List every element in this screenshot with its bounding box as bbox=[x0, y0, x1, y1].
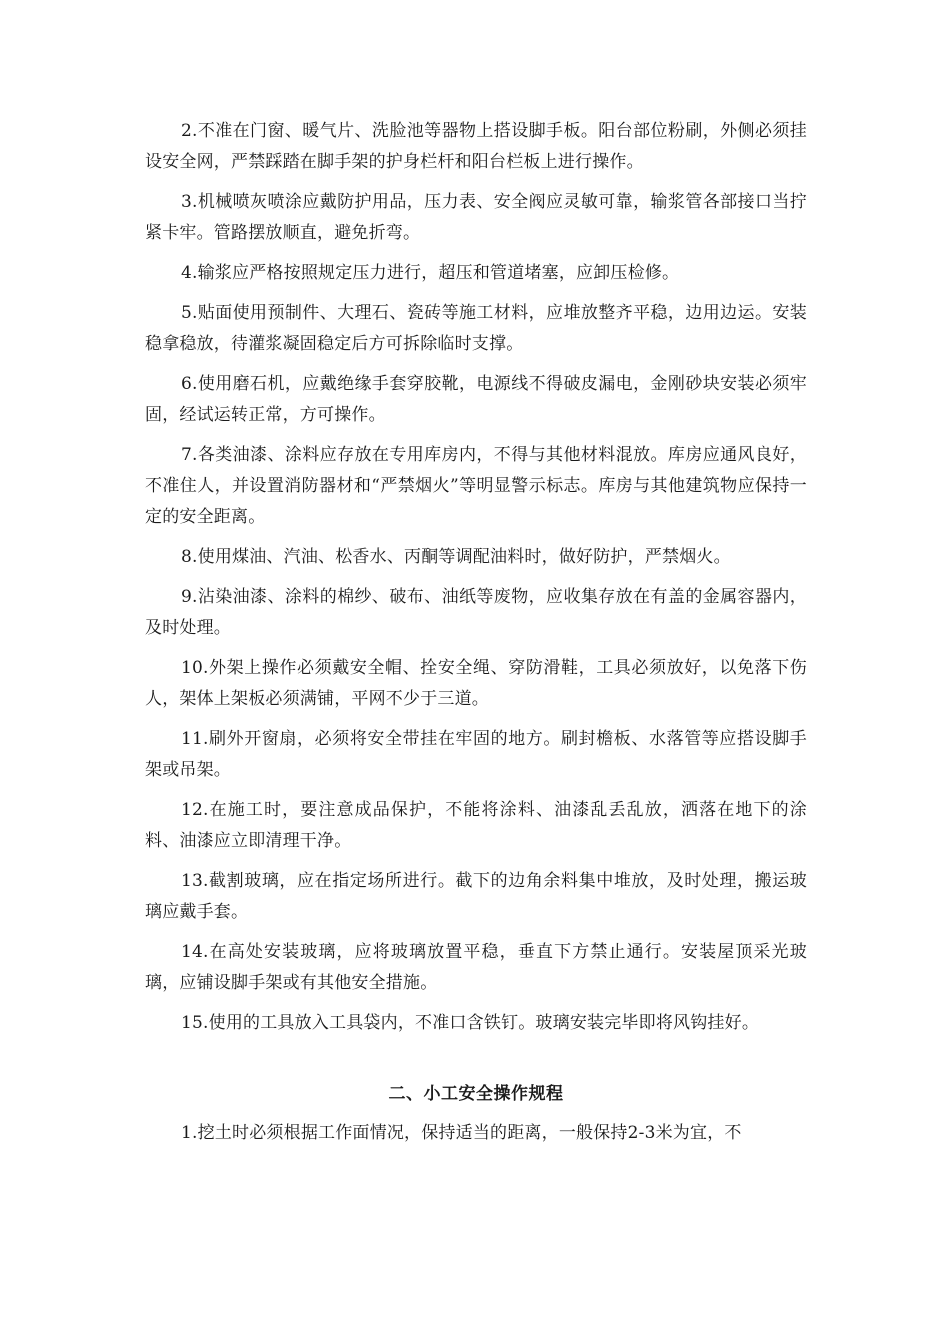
rule-item-7: 7.各类油漆、涂料应存放在专用库房内，不得与其他材料混放。库房应通风良好，不准住人，并设置消防器材和“严禁烟火”等明显警示标志。库房与其他建筑物应保持一定的安全距离。 bbox=[145, 445, 807, 527]
rule-item-3: 3.机械喷灰喷涂应戴防护用品，压力表、安全阀应灵敏可靠，输浆管各部接口当拧紧卡牢。管路摆放顺直，避免折弯。 bbox=[145, 192, 807, 243]
rule-item-8: 8.使用煤油、汽油、松香水、丙酮等调配油料时，做好防护，严禁烟火。 bbox=[181, 547, 731, 567]
document-page bbox=[145, 116, 807, 1158]
rule-item-2: 2.不准在门窗、暖气片、洗脸池等器物上搭设脚手板。阳台部位粉刷，外侧必须挂设安全网，严禁踩踏在脚手架的护身栏杆和阳台栏板上进行操作。 bbox=[145, 121, 807, 172]
rule-item-6: 6.使用磨石机，应戴绝缘手套穿胶靴，电源线不得破皮漏电，金刚砂块安装必须牢固，经试运转正常，方可操作。 bbox=[145, 374, 807, 425]
rule-item-12: 12.在施工时，要注意成品保护，不能将涂料、油漆乱丢乱放，洒落在地下的涂料、油漆应立即清理干净。 bbox=[145, 800, 807, 851]
rule-item-13: 13.截割玻璃，应在指定场所进行。截下的边角余料集中堆放，及时处理，搬运玻璃应戴手套。 bbox=[145, 871, 807, 922]
rule-item-9: 9.沾染油漆、涂料的棉纱、破布、油纸等废物，应收集存放在有盖的金属容器内，及时处理。 bbox=[145, 587, 807, 638]
section-title: 二、小工安全操作规程 bbox=[388, 1084, 564, 1104]
rule-item-10: 10.外架上操作必须戴安全帽、拴安全绳、穿防滑鞋，工具必须放好，以免落下伤人，架体上架板必须满铺，平网不少于三道。 bbox=[145, 658, 807, 709]
rule-item-15: 15.使用的工具放入工具袋内，不准口含铁钉。玻璃安装完毕即将风钩挂好。 bbox=[181, 1013, 760, 1033]
rule-item-4: 4.输浆应严格按照规定压力进行，超压和管道堵塞，应卸压检修。 bbox=[181, 263, 680, 283]
rule-item-5: 5.贴面使用预制件、大理石、瓷砖等施工材料，应堆放整齐平稳，边用边运。安装稳拿稳放，待灌浆凝固稳定后方可拆除临时支撑。 bbox=[145, 303, 807, 354]
rule-item-11: 11.刷外开窗扇，必须将安全带挂在牢固的地方。刷封檐板、水落管等应搭设脚手架或吊架。 bbox=[145, 729, 807, 780]
rule-item-14: 14.在高处安装玻璃，应将玻璃放置平稳，垂直下方禁止通行。安装屋顶采光玻璃，应铺设脚手架或有其他安全措施。 bbox=[145, 942, 807, 993]
section-rule-item-1: 1.挖土时必须根据工作面情况，保持适当的距离，一般保持2-3米为宜，不 bbox=[181, 1123, 742, 1143]
